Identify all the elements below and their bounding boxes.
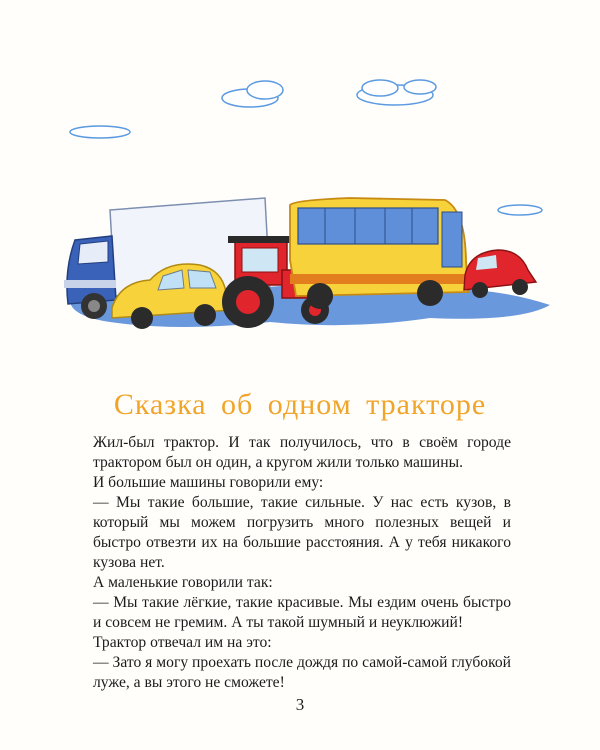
page-number: 3 xyxy=(295,695,305,714)
paragraph: И большие машины говорили ему: xyxy=(93,474,324,491)
cloud-icon xyxy=(70,80,542,215)
story-text xyxy=(93,433,511,693)
paragraph: Жил-был трактор. И так получилось, что в своём городе трактором был он один, а кругом жили только машины. xyxy=(93,434,511,471)
vehicles-illustration xyxy=(50,60,560,350)
paragraph: А маленькие говорили так: xyxy=(93,574,273,591)
paragraph: — Мы такие лёгкие, такие красивые. Мы ездим очень быстро и совсем не гремим. А ты такой шумный и неуклюжий! xyxy=(93,594,511,631)
red-car xyxy=(464,250,536,298)
paragraph: Трактор отвечал им на это: xyxy=(93,634,272,651)
yellow-bus xyxy=(290,198,468,309)
story-title: Сказка об одном тракторе xyxy=(113,388,487,421)
paragraph: — Мы такие большие, такие сильные. У нас есть кузов, в который мы можем погрузить много полезных вещей и быстро отвезти их на большие расстояния. А у тебя никакого кузова нет. xyxy=(93,494,511,571)
paragraph: — Зато я могу проехать после дождя по самой-самой глубокой луже, а вы этого не сможете! xyxy=(93,654,511,691)
